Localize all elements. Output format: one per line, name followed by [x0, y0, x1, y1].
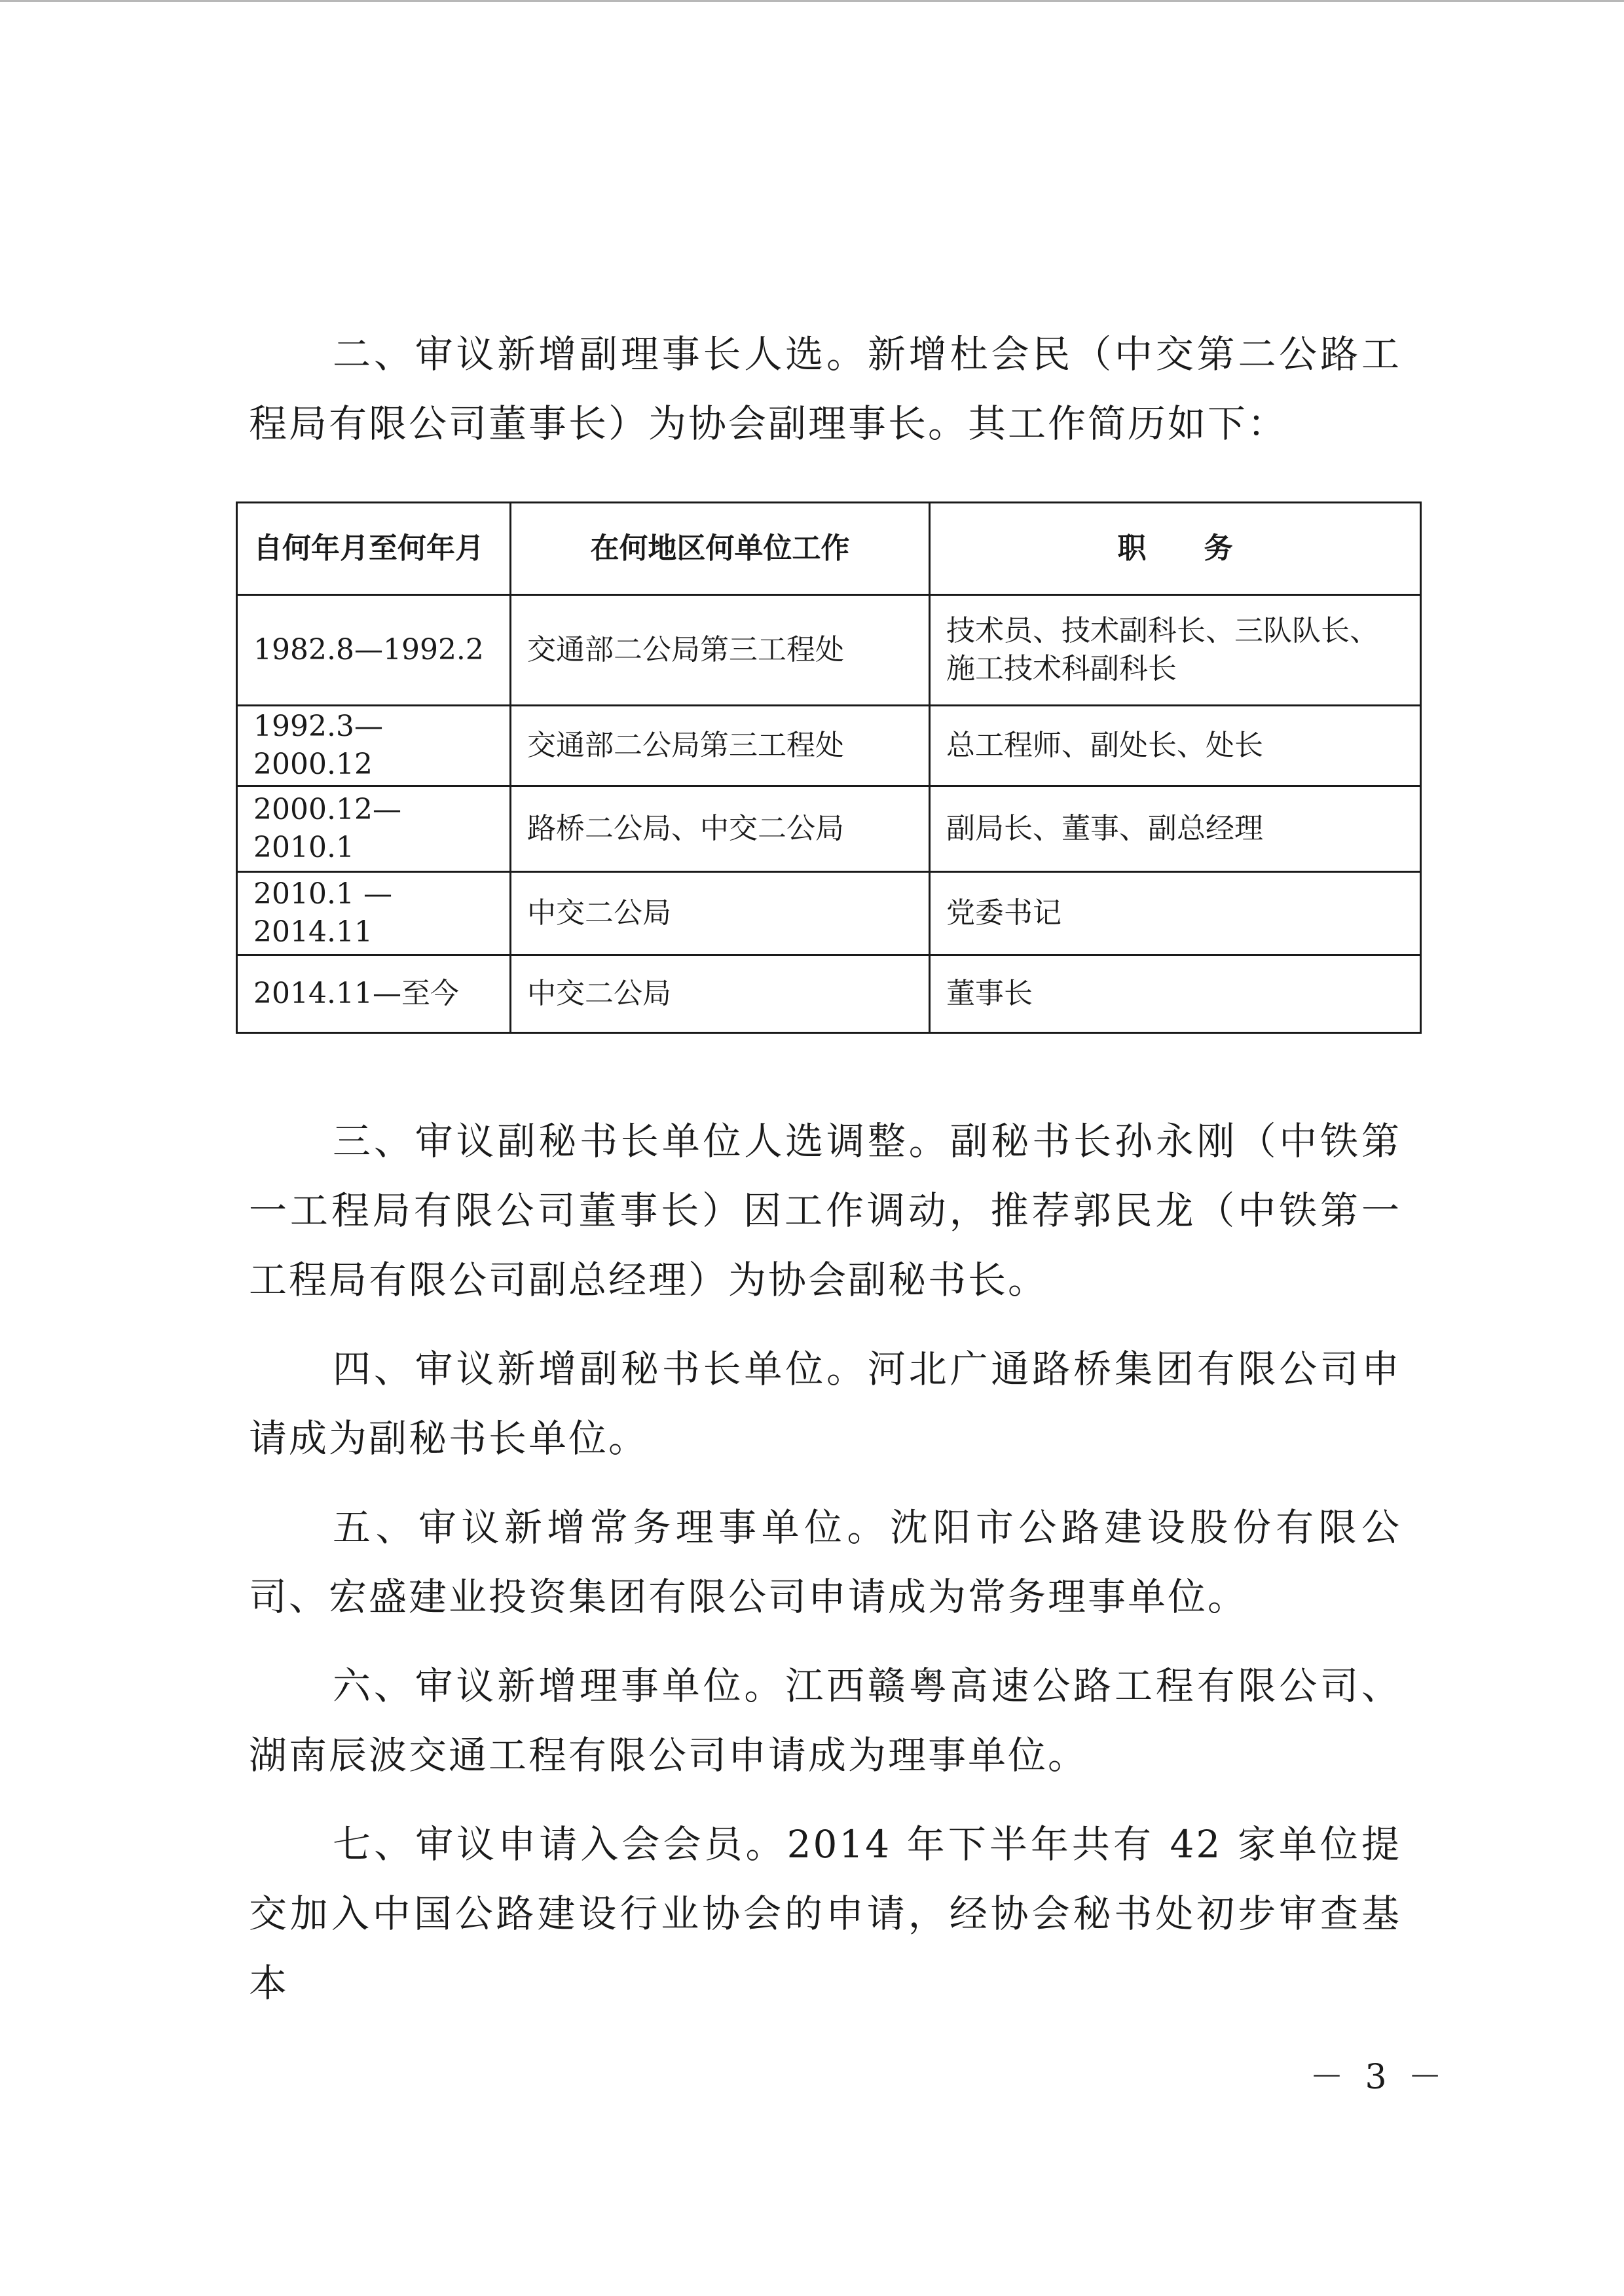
- cell-position: 副局长、董事、副总经理: [930, 786, 1421, 872]
- paragraph-new-deputy-secretary-unit: 四、审议新增副秘书长单位。河北广通路桥集团有限公司申请成为副秘书长单位。: [249, 1347, 1401, 1461]
- cell-period: 2014.11—至今: [237, 955, 511, 1033]
- table-row: [237, 955, 1421, 1033]
- cell-position: 技术员、技术副科长、三队队长、施工技术科副科长: [930, 595, 1421, 706]
- paragraph-new-executive-director-unit: 五、审议新增常务理事单位。沈阳市公路建设股份有限公司、宏盛建业投资集团有限公司申请成为常务理事单位。: [249, 1505, 1401, 1619]
- cell-workplace: 中交二公局: [511, 955, 930, 1033]
- table-row: [237, 595, 1421, 706]
- cell-period: 2000.12—2010.1: [237, 786, 511, 872]
- page-number: － 3 －: [1310, 2058, 1448, 2097]
- paragraph-new-director-unit: 六、审议新增理事单位。江西赣粤高速公路工程有限公司、湖南辰波交通工程有限公司申请成为理事单位。: [249, 1664, 1401, 1777]
- scan-edge: [0, 0, 1624, 2]
- cell-position: 总工程师、副处长、处长: [930, 706, 1421, 786]
- cell-period: 1982.8—1992.2: [237, 595, 511, 706]
- table-header-row: [237, 503, 1421, 595]
- cell-workplace: 交通部二公局第三工程处: [511, 595, 930, 706]
- cell-position: 董事长: [930, 955, 1421, 1033]
- table-row: [237, 706, 1421, 786]
- cell-period: 1992.3—2000.12: [237, 706, 511, 786]
- table-row: [237, 786, 1421, 872]
- header-position: 职 务: [930, 503, 1421, 595]
- paragraph-vice-chairman: 二、审议新增副理事长人选。新增杜会民（中交第二公路工程局有限公司董事长）为协会副理事长。其工作简历如下：: [249, 332, 1401, 446]
- cell-workplace: 交通部二公局第三工程处: [511, 706, 930, 786]
- work-history-table: [236, 501, 1422, 1034]
- paragraph-deputy-secretary: 三、审议副秘书长单位人选调整。副秘书长孙永刚（中铁第一工程局有限公司董事长）因工作调动，推荐郭民龙（中铁第一工程局有限公司副总经理）为协会副秘书长。: [249, 1119, 1401, 1302]
- paragraph-new-members: 七、审议申请入会会员。2014 年下半年共有 42 家单位提交加入中国公路建设行业协会的申请，经协会秘书处初步审查基本: [249, 1822, 1401, 2005]
- header-workplace: 在何地区何单位工作: [511, 503, 930, 595]
- table-row: [237, 872, 1421, 955]
- header-period: 自何年月至何年月: [237, 503, 511, 595]
- cell-workplace: 中交二公局: [511, 872, 930, 955]
- cell-position: 党委书记: [930, 872, 1421, 955]
- cell-period: 2010.1 —2014.11: [237, 872, 511, 955]
- cell-workplace: 路桥二公局、中交二公局: [511, 786, 930, 872]
